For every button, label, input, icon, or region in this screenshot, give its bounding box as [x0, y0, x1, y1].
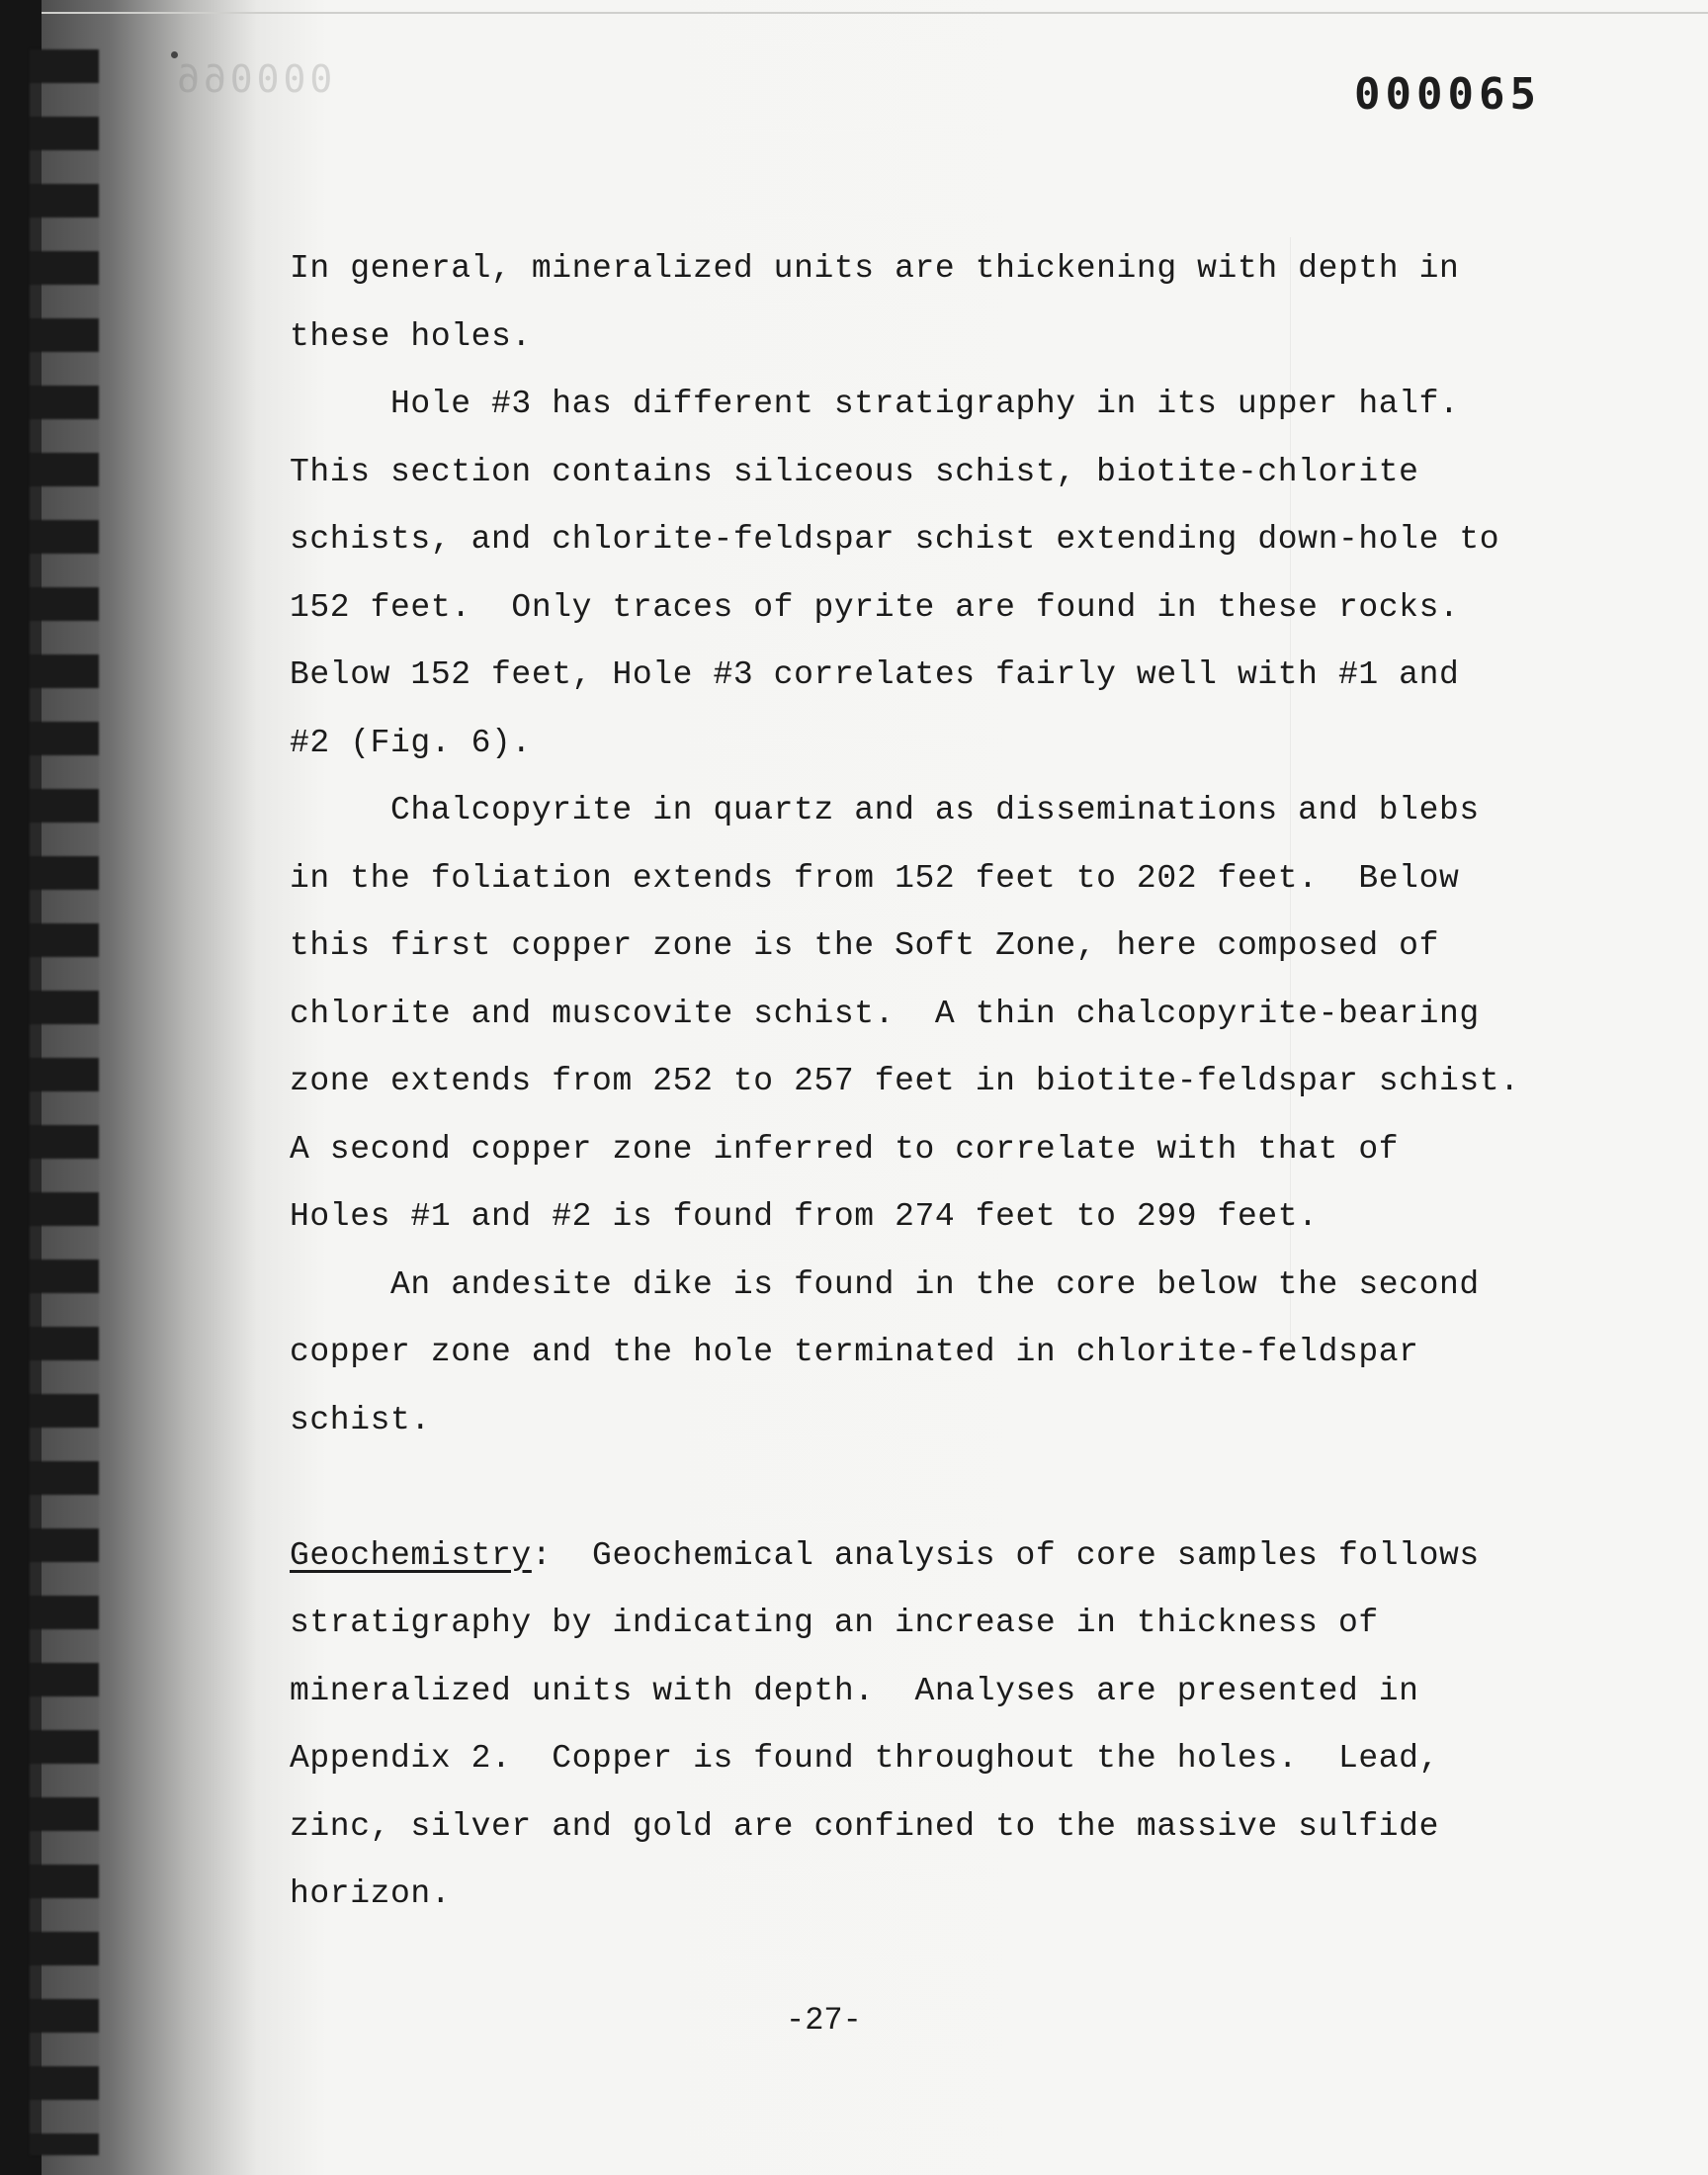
text-line: zinc, silver and gold are confined to the massive sulfide	[290, 1807, 1439, 1845]
geochemistry-first-line	[290, 1522, 1555, 1591]
text-line: mineralized units with depth. Analyses are presented in	[290, 1672, 1419, 1709]
text-line: This section contains siliceous schist, biotite-chlorite	[290, 453, 1419, 490]
text-line: Below 152 feet, Hole #3 correlates fairly well with #1 and	[290, 656, 1460, 693]
text-line: stratigraphy by indicating an increase in thickness of	[290, 1605, 1379, 1641]
text-line: In general, mineralized units are thickening with depth in	[290, 250, 1460, 287]
top-edge-line	[0, 12, 1708, 14]
text-line: zone extends from 252 to 257 feet in biotite-feldspar schist.	[290, 1063, 1520, 1099]
binding-teeth	[30, 49, 99, 2155]
text-line: in the foliation extends from 152 feet to 202 feet. Below	[290, 859, 1460, 897]
text-line: these holes.	[290, 317, 532, 355]
text-line: #2 (Fig. 6).	[290, 724, 532, 761]
text-line: Holes #1 and #2 is found from 274 feet to 299 feet.	[290, 1198, 1319, 1235]
ghost-stamp-number: 000066	[173, 57, 333, 101]
body-text	[290, 235, 1555, 1929]
text-line: A second copper zone inferred to correlate with that of	[290, 1130, 1400, 1168]
spiral-binding	[0, 0, 128, 2175]
text-line: Appendix 2. Copper is found throughout the holes. Lead,	[290, 1740, 1439, 1777]
text-line: schists, and chlorite-feldspar schist extending down-hole to	[290, 521, 1500, 558]
text-line: Hole #3 has different stratigraphy in its upper half.	[390, 386, 1460, 422]
text-line: horizon.	[290, 1875, 452, 1912]
text-line: copper zone and the hole terminated in chlorite-feldspar	[290, 1334, 1419, 1370]
text-line: 152 feet. Only traces of pyrite are found in these rocks.	[290, 588, 1460, 626]
document-stamp-number: 000065	[1354, 69, 1541, 120]
text-line: Chalcopyrite in quartz and as disseminations and blebs	[390, 792, 1480, 828]
geochemistry-heading: Geochemistry	[290, 1536, 532, 1574]
text-line: chlorite and muscovite schist. A thin chalcopyrite-bearing	[290, 995, 1480, 1032]
page-number: -27-	[786, 2002, 862, 2039]
text-line: this first copper zone is the Soft Zone, here composed of	[290, 927, 1439, 964]
text-line: schist.	[290, 1401, 431, 1438]
section-gap	[290, 1454, 1555, 1522]
geochemistry-first-line-text: : Geochemical analysis of core samples follows	[531, 1536, 1480, 1574]
text-line: An andesite dike is found in the core below the second	[390, 1265, 1480, 1303]
